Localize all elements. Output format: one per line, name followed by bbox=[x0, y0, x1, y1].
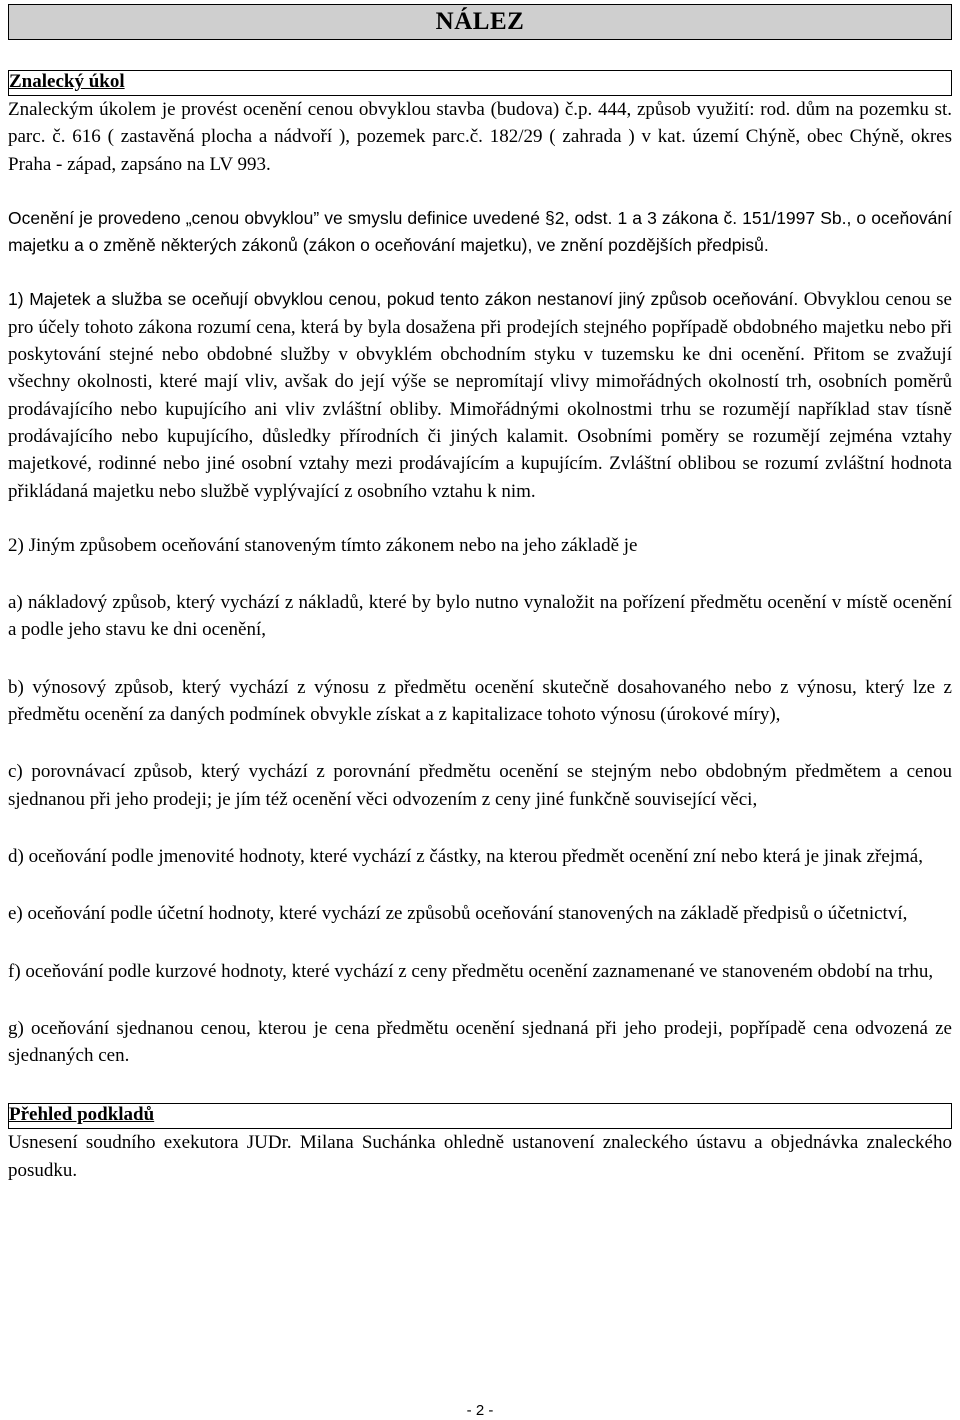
task-paragraph: Znaleckým úkolem je provést ocenění cenou obvyklou stavba (budova) č.p. 444, způsob využití: rod. dům na pozemku st. parc. č. 616 ( zastavěná plocha a nádvoří ), pozemek parc.č. 182/29 ( zahrada ) v kat. území Chýně, obec Chýně, okres Praha - západ, zapsáno na LV 993. bbox=[8, 99, 952, 175]
method-item-b: b) výnosový způsob, který vychází z výnosu z předmětu ocenění skutečně dosahovaného nebo z výnosu, který lze z předmětu ocenění za daných podmínek obvykle získat a z kapitalizace tohoto výnosu (úrokové míry), bbox=[8, 676, 952, 726]
section-heading-sources: Přehled podkladů bbox=[8, 1103, 952, 1129]
valuation-basis-paragraph bbox=[8, 205, 952, 260]
method-item-e: e) oceňování podle účetní hodnoty, které vychází ze způsobů oceňování stanovených na základě předpisů o účetnictví, bbox=[8, 903, 908, 925]
valuation-basis-lead: Ocenění je provedeno „cenou obvyklou” ve smyslu definice uvedené §2, odst. 1 a 3 zákona č. 151/1997 Sb. bbox=[8, 207, 847, 228]
method-item-g: g) oceňování sjednanou cenou, kterou je cena předmětu ocenění sjednaná při jeho prodeji, popřípadě cena odvozená ze sjednaných cen. bbox=[8, 1017, 952, 1067]
usual-price-definition-paragraph bbox=[8, 286, 952, 504]
method-item-a: a) nákladový způsob, který vychází z nákladů, které by bylo nutno vynaložit na pořízení předmětu ocenění v místě ocenění a podle jeho stavu ke dni ocenění, bbox=[8, 592, 952, 641]
other-methods-intro: 2) Jiným způsobem oceňování stanoveným tímto zákonem nebo na jeho základě je bbox=[8, 534, 638, 556]
method-item-d: d) oceňování podle jmenovité hodnoty, které vychází z částky, na kterou předmět ocenění zní nebo která je jinak zřejmá, bbox=[8, 845, 923, 867]
valuation-basis-rest: , o oceňování majetku a o změně některých zákonů (zákon o oceňování majetku), ve znění pozdějších předpisů. bbox=[8, 207, 953, 256]
method-item-c: c) porovnávací způsob, který vychází z porovnání předmětu ocenění se stejným nebo obdobným předmětem a cenou sjednanou při jeho prodeji; je jím též ocenění věci odvozením z ceny jiné funkčně související věci, bbox=[8, 761, 952, 810]
page-number: - 2 - bbox=[466, 1402, 494, 1419]
usual-price-rest: Obvyklou cenou se pro účely tohoto zákona rozumí cena, která by byla dosažena při prodejích stejného popřípadě obdobného majetku nebo při poskytování stejné nebo obdobné služby v obvyklém obchodním styku v tuzemsku ke dni ocenění. Přitom se zvažují všechny okolnosti, které mají vliv, avšak do její výše se nepromítají vlivy mimořádných okolností trh, osobních poměrů prodávajícího nebo kupujícího ani vliv zvláštní obliby. Mimořádnými okolnostmi trhu se rozumějí například stav tísně prodávajícího nebo kupujícího, důsledky přírodních či jiných kalamit. Osobními poměry se rozumějí zejména vztahy majetkové, rodinné nebo jiné osobní vztahy mezi prodávajícím a kupujícím. Zvláštní oblibou se rozumí zvláštní hodnota přikládaná majetku nebo službě vyplývající z osobního vztahu k nim. bbox=[8, 289, 952, 502]
usual-price-lead: 1) Majetek a služba se oceňují obvyklou cenou, pokud tento zákon nestanoví jiný způsob oceňování. bbox=[8, 289, 799, 310]
document-title: NÁLEZ bbox=[8, 4, 952, 40]
section-heading-task: Znalecký úkol bbox=[8, 70, 952, 96]
document-page bbox=[8, 4, 952, 1184]
sources-paragraph: Usnesení soudního exekutora JUDr. Milana Suchánka ohledně ustanovení znaleckého ústavu a objednávka znaleckého posudku. bbox=[8, 1132, 952, 1181]
method-item-f: f) oceňování podle kurzové hodnoty, které vychází z ceny předmětu ocenění zaznamenané ve stanoveném období na trhu, bbox=[8, 960, 934, 982]
